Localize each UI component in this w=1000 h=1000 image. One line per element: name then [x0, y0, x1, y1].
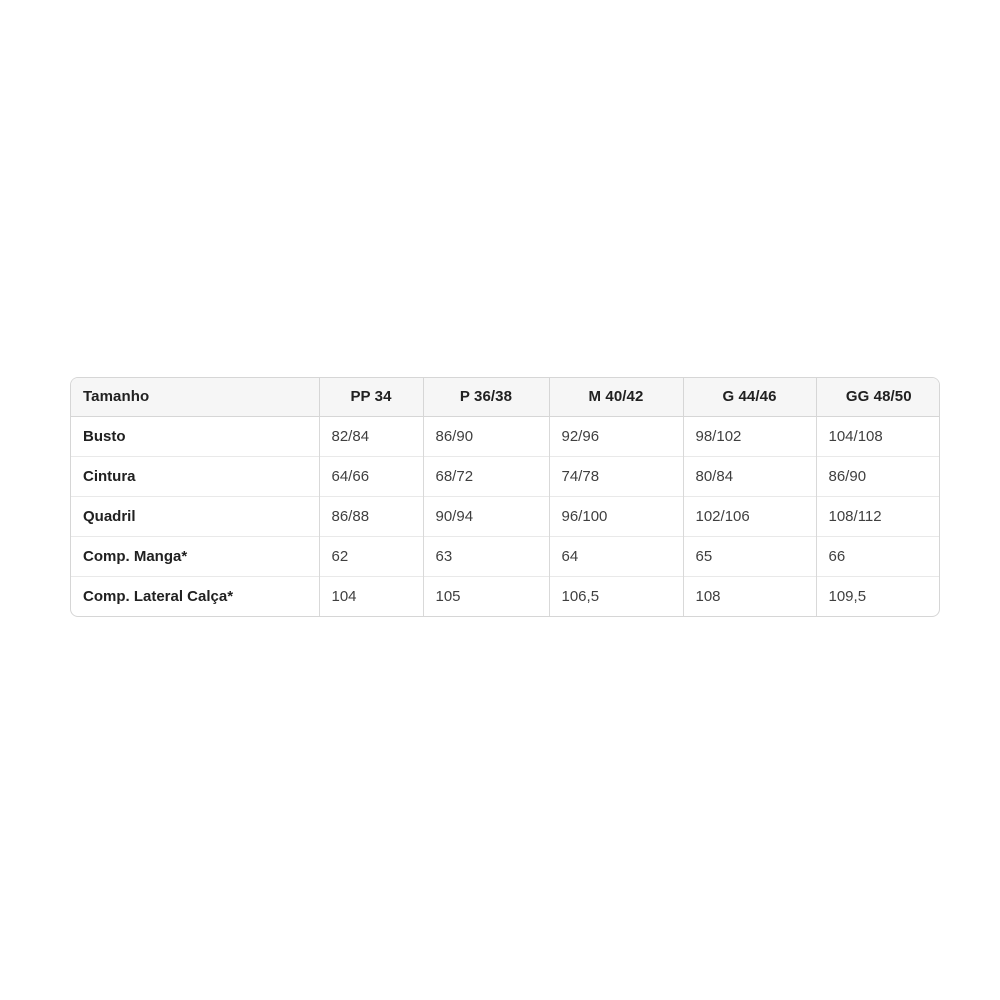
- cell-quadril-m: 96/100: [549, 496, 683, 536]
- cell-comp-manga-g: 65: [683, 536, 816, 576]
- column-header-tamanho: Tamanho: [71, 378, 319, 416]
- table-row-quadril: [71, 496, 940, 536]
- cell-busto-gg: 104/108: [816, 416, 940, 456]
- cell-cintura-p: 68/72: [423, 456, 549, 496]
- cell-quadril-g: 102/106: [683, 496, 816, 536]
- cell-cintura-gg: 86/90: [816, 456, 940, 496]
- table-row-comp-manga: [71, 536, 940, 576]
- column-header-pp-34: PP 34: [319, 378, 423, 416]
- cell-busto-g: 98/102: [683, 416, 816, 456]
- cell-quadril-gg: 108/112: [816, 496, 940, 536]
- cell-comp-manga-m: 64: [549, 536, 683, 576]
- table-header-row: [71, 378, 940, 416]
- size-chart: [71, 378, 940, 616]
- cell-comp-lateral-calca-pp: 104: [319, 576, 423, 616]
- cell-cintura-pp: 64/66: [319, 456, 423, 496]
- cell-comp-lateral-calca-m: 106,5: [549, 576, 683, 616]
- cell-comp-manga-p: 63: [423, 536, 549, 576]
- row-label-comp-lateral-calca: Comp. Lateral Calça*: [71, 576, 319, 616]
- cell-comp-manga-gg: 66: [816, 536, 940, 576]
- cell-comp-lateral-calca-gg: 109,5: [816, 576, 940, 616]
- row-label-quadril: Quadril: [71, 496, 319, 536]
- row-label-busto: Busto: [83, 427, 126, 445]
- table-row-busto: [71, 416, 940, 456]
- cell-comp-lateral-calca-p: 105: [423, 576, 549, 616]
- table-row-comp-lateral-calca: [71, 576, 940, 616]
- table-row-cintura: [71, 456, 940, 496]
- column-header-p-36-38: P 36/38: [423, 378, 549, 416]
- column-header-g-44-46: G 44/46: [683, 378, 816, 416]
- column-header-m-40-42: M 40/42: [549, 378, 683, 416]
- cell-comp-manga-pp: 62: [319, 536, 423, 576]
- cell-quadril-p: 90/94: [423, 496, 549, 536]
- cell-busto-m: 92/96: [549, 416, 683, 456]
- size-chart-table: [70, 377, 940, 617]
- cell-cintura-g: 80/84: [683, 456, 816, 496]
- row-label-comp-manga: Comp. Manga*: [71, 536, 319, 576]
- cell-cintura-m: 74/78: [549, 456, 683, 496]
- column-header-gg-48-50: GG 48/50: [816, 378, 940, 416]
- row-label-cintura: Cintura: [71, 456, 319, 496]
- cell-busto-p: 86/90: [423, 416, 549, 456]
- cell-quadril-pp: 86/88: [319, 496, 423, 536]
- cell-busto-pp: 82/84: [319, 416, 423, 456]
- cell-comp-lateral-calca-g: 108: [683, 576, 816, 616]
